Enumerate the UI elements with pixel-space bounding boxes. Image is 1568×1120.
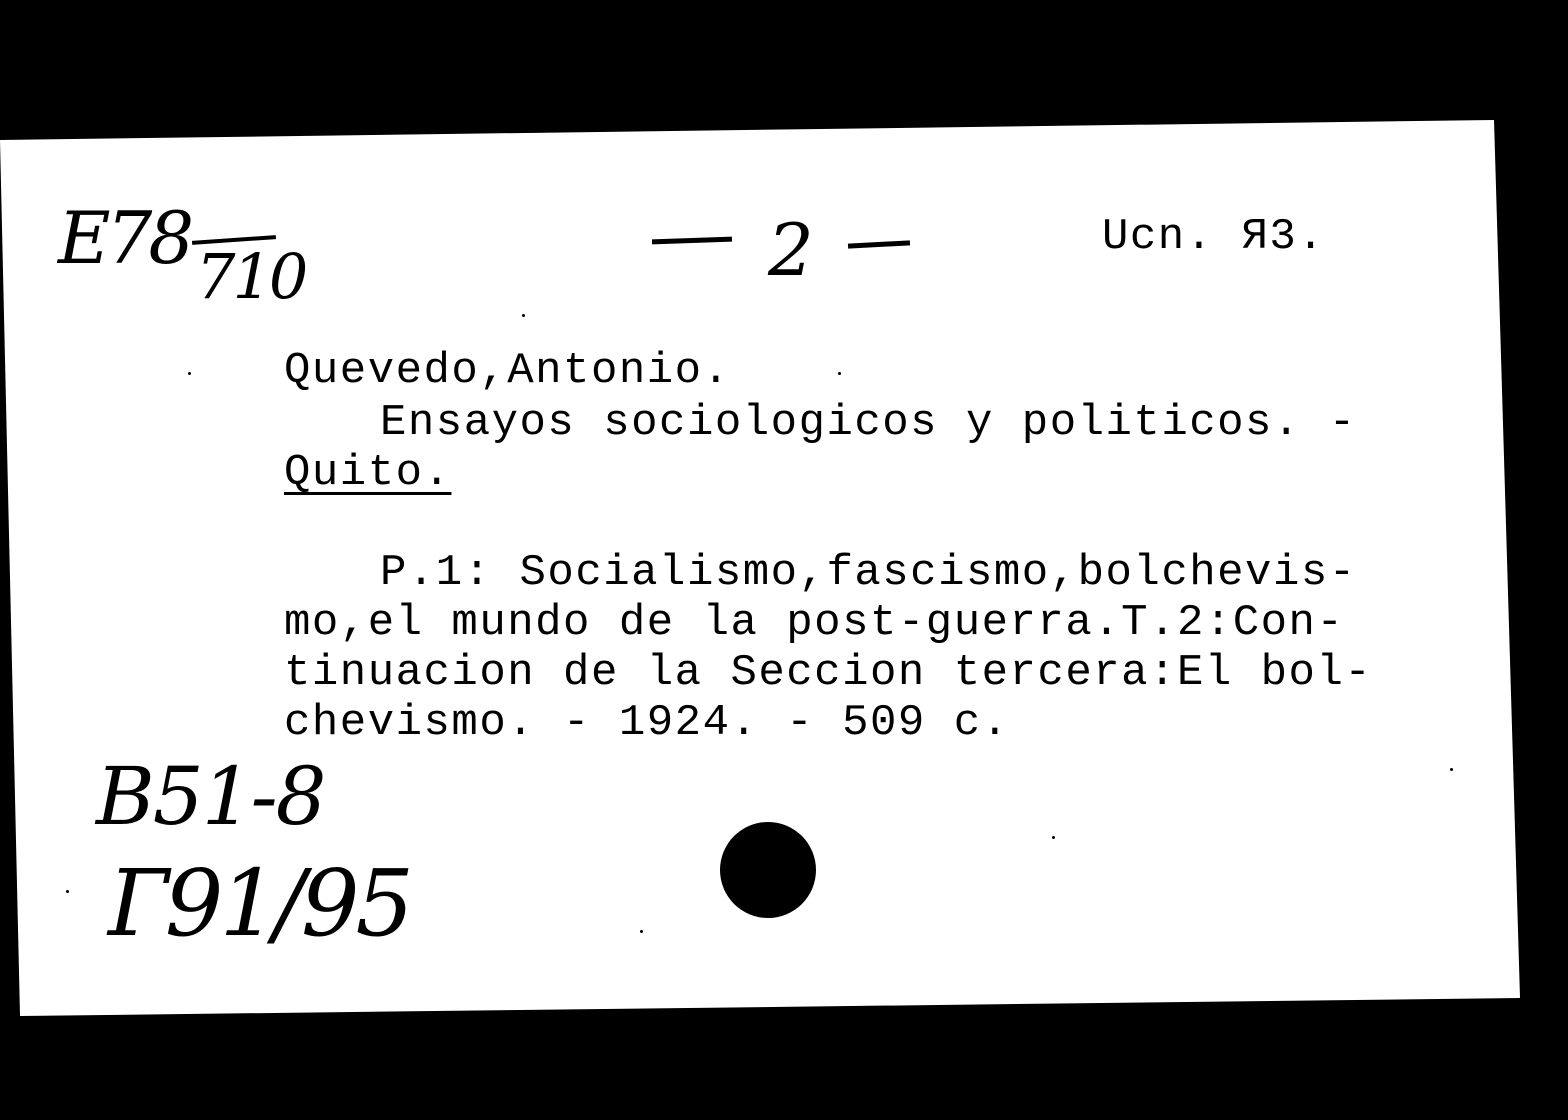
- punch-hole: [720, 822, 816, 918]
- location-code: Г91/95: [108, 850, 411, 957]
- contents-note-line: P.1: Socialismo,fascismo,bolchevis-: [380, 548, 1357, 598]
- location-code: B51-8: [96, 750, 325, 843]
- scan-speck: [522, 314, 525, 317]
- inventory-number: Ucn. Я3.: [1102, 212, 1326, 262]
- book-title: Ensayos sociologicos y politicos. -: [380, 398, 1357, 448]
- shelf-mark-number: 710: [196, 240, 306, 313]
- shelf-mark-prefix: E78: [58, 196, 191, 280]
- scan-speck: [188, 372, 191, 375]
- card-number: 2: [768, 208, 814, 292]
- scan-speck: [838, 372, 841, 375]
- author-heading: Quevedo,Antonio.: [284, 346, 731, 396]
- scan-speck: [640, 930, 643, 933]
- scan-speck: [1052, 836, 1055, 839]
- contents-note-line: mo,el mundo de la post-guerra.T.2:Con-: [284, 598, 1345, 648]
- scan-speck: [1450, 768, 1453, 771]
- scan-speck: [66, 890, 69, 893]
- contents-note-line: chevismo. - 1924. - 509 c.: [284, 698, 1010, 748]
- publication-place: Quito.: [284, 448, 452, 498]
- contents-note-line: tinuacion de la Seccion tercera:El bol-: [284, 648, 1373, 698]
